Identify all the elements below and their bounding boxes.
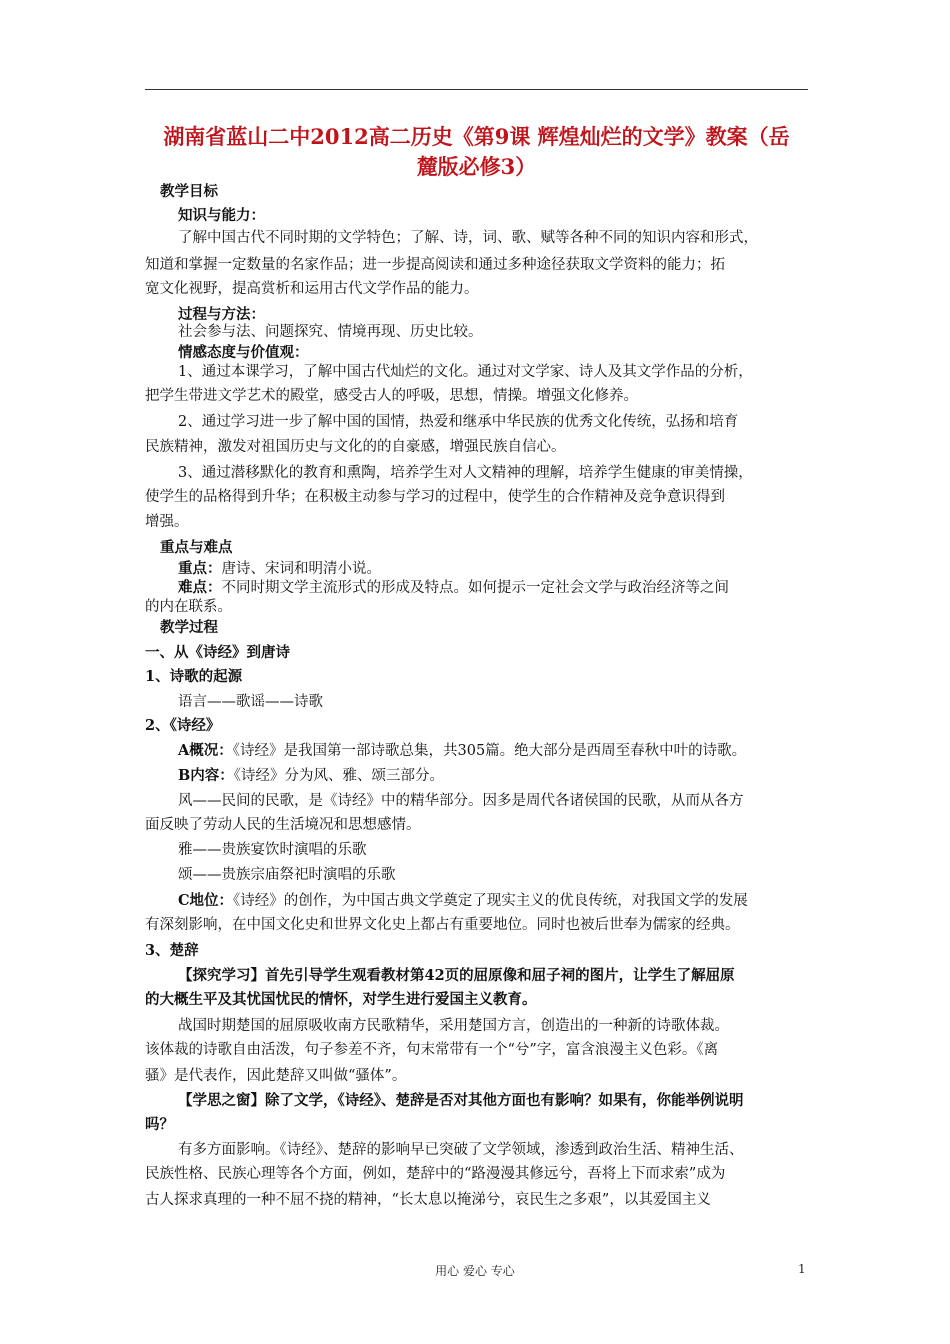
text-line: 使学生的品格得到升华；在积极主动参与学习的过程中，使学生的合作精神及竞争意识得到	[145, 489, 725, 505]
text-line: 过程与方法：	[178, 306, 265, 323]
text-line: A概况：《诗经》是我国第一部诗歌总集，共305篇。绝大部分是西周至春秋中叶的诗歌。	[178, 742, 747, 759]
text-line: 骚》是代表作，因此楚辞又叫做“骚体”。	[145, 1068, 407, 1084]
text-line: 社会参与法、问题探究、情境再现、历史比较。	[178, 324, 483, 340]
title-line-2: 麓版必修3）	[416, 154, 537, 179]
text-line: C地位：《诗经》的创作，为中国古典文学奠定了现实主义的优良传统，对我国文学的发展	[178, 892, 748, 909]
text-line: 情感态度与价值观：	[178, 344, 309, 361]
text-line: 宽文化视野，提高赏析和运用古代文学作品的能力。	[145, 281, 479, 297]
text-line: 重点与难点	[160, 539, 233, 556]
text-line: 2、《诗经》	[145, 717, 221, 734]
text-line: 的内在联系。	[145, 599, 232, 615]
text-line: 颂——贵族宗庙祭祀时演唱的乐歌	[178, 867, 396, 883]
text-line: 民族性格、民族心理等各个方面，例如，楚辞中的“路漫漫其修远兮，吾将上下而求索”成为	[145, 1166, 726, 1182]
header-rule	[145, 89, 808, 90]
text-line: 1、通过本课学习，了解中国古代灿烂的文化。通过对文学家、诗人及其文学作品的分析，	[178, 364, 753, 380]
text-line: 的大概生平及其忧国忧民的情怀，对学生进行爱国主义教育。	[145, 991, 537, 1008]
text-line: 2、通过学习进一步了解中国的国情，热爱和继承中华民族的优秀文化传统，弘扬和培育	[178, 414, 739, 430]
text-line: 把学生带进文学艺术的殿堂，感受古人的呼吸，思想，情操。增强文化修养。	[145, 388, 638, 404]
text-line: 雅——贵族宴饮时演唱的乐歌	[178, 842, 367, 858]
text-line: 增强。	[145, 514, 189, 530]
line-lead-label: 重点：	[178, 560, 222, 577]
text-line: 【探究学习】首先引导学生观看教材第42页的屈原像和屈子祠的图片，让学生了解屈原	[178, 967, 735, 984]
text-line: 吗？	[145, 1116, 174, 1133]
text-line: 战国时期楚国的屈原吸收南方民歌精华，采用楚国方言，创造出的一种新的诗歌体裁。	[178, 1018, 729, 1034]
text-line: 3、楚辞	[145, 942, 199, 959]
footer-motto: 用心 爱心 专心	[435, 1264, 515, 1278]
text-line: 古人探求真理的一种不屈不挠的精神，“长太息以掩涕兮，哀民生之多艰”，以其爱国主义	[145, 1192, 711, 1208]
line-lead-label: B内容：	[178, 767, 234, 784]
text-line: 教学目标	[160, 183, 218, 200]
title-line-1: 湖南省蓝山二中2012高二历史《第9课 辉煌灿烂的文学》教案（岳	[163, 124, 790, 149]
text-line: 面反映了劳动人民的生活境况和思想感情。	[145, 817, 421, 833]
text-line: 该体裁的诗歌自由活泼，句子参差不齐，句末常带有一个“兮”字，富含浪漫主义色彩。《离	[145, 1042, 719, 1058]
text-line: 教学过程	[160, 619, 218, 636]
line-lead-label: C地位：	[178, 892, 234, 909]
text-line: 1、诗歌的起源	[145, 668, 243, 685]
line-lead-label: 难点：	[178, 579, 222, 596]
text-line: 知识与能力：	[178, 207, 265, 224]
text-line: 民族精神，激发对祖国历史与文化的的自豪感，增强民族自信心。	[145, 439, 566, 455]
text-line: 风——民间的民歌，是《诗经》中的精华部分。因多是周代各诸侯国的民歌，从而从各方	[178, 793, 744, 809]
page-number: 1	[798, 1262, 806, 1276]
text-line: 重点：唐诗、宋词和明清小说。	[178, 560, 381, 577]
text-line: 有多方面影响。《诗经》、楚辞的影响早已突破了文学领域，渗透到政治生活、精神生活、	[178, 1142, 744, 1158]
text-line: 3、通过潜移默化的教育和熏陶，培养学生对人文精神的理解，培养学生健康的审美情操，	[178, 465, 753, 481]
document-title	[145, 122, 808, 182]
text-line: 有深刻影响，在中国文化史和世界文化史上都占有重要地位。同时也被后世奉为儒家的经典。	[145, 917, 740, 933]
text-line: 了解中国古代不同时期的文学特色；了解、诗，词、歌、赋等各种不同的知识内容和形式，	[178, 230, 758, 246]
text-line: 语言——歌谣——诗歌	[178, 694, 323, 710]
text-line: 一、从《诗经》到唐诗	[145, 644, 290, 661]
line-lead-label: A概况：	[178, 742, 233, 759]
text-line: 知道和掌握一定数量的名家作品；进一步提高阅读和通过多种途径获取文学资料的能力；拓	[145, 257, 725, 273]
text-line: 难点：不同时期文学主流形式的形成及特点。如何提示一定社会文学与政治经济等之间	[178, 579, 729, 596]
text-line: 【学思之窗】除了文学，《诗经》、楚辞是否对其他方面也有影响？如果有，你能举例说明	[178, 1092, 744, 1109]
text-line: B内容：《诗经》分为风、雅、颂三部分。	[178, 767, 445, 784]
